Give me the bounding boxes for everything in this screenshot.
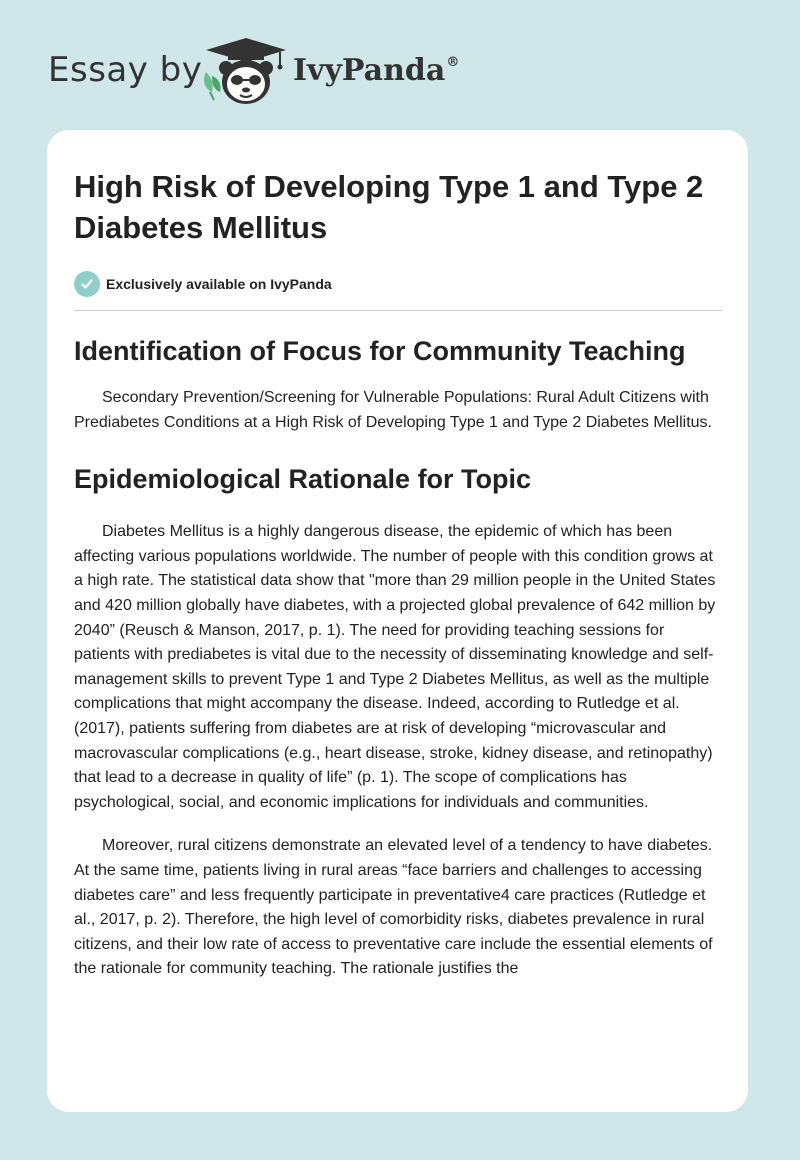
exclusive-badge [74,270,722,298]
paragraph: Diabetes Mellitus is a highly dangerous disease, the epidemic of which has been affecting various populations worldwide. The number of people with this condition grows at a high rate. The statistical data show that "more than 29 million people in the United States and 420 million globally have diabetes, with a projected global prevalence of 642 million by 2040” (Reusch & Manson, 2017, p. 1). The need for providing teaching sessions for patients with prediabetes is vital due to the necessity of disseminating knowledge and self-management skills to prevent Type 1 and Type 2 Diabetes Mellitus, as well as the multiple complications that might accompany the disease. Indeed, according to Rutledge et al. (2017), patients suffering from diabetes are at risk of developing “microvascular and macrovascular complications (e.g., heart disease, stroke, kidney disease, and retinopathy) that lead to a decrease in quality of life” (p. 1). The scope of complications has psychological, social, and economic implications for individuals and communities. [74,523,716,811]
essay-card [47,130,748,1112]
check-icon [74,271,100,297]
section-heading-rationale: Epidemiological Rationale for Topic [74,464,532,495]
ivypanda-logo-icon[interactable] [200,36,292,108]
section-heading-focus: Identification of Focus for Community Teaching [74,336,686,366]
paragraph: Moreover, rural citizens demonstrate an elevated level of a tendency to have diabetes. At the same time, patients living in rural areas “face barriers and challenges to accessing diabetes care” and less frequently participate in preventative4 care practices (Rutledge et al., 2017, p. 2). Therefore, the high level of comorbidity risks, diabetes prevalence in rural citizens, and their low rate of access to preventative care include the essential elements of the rationale for community teaching. The rationale justifies the [74,837,713,978]
ivypanda-wordmark: IvyPanda® [293,53,460,88]
paragraph: Secondary Prevention/Screening for Vulnerable Populations: Rural Adult Citizens with Prediabetes Conditions at a High Risk of Developing Type 1 and Type 2 Diabetes Mellitus. [74,389,712,431]
essay-content [74,166,722,982]
divider [74,310,722,311]
essay-title: High Risk of Developing Type 1 and Type 2 Diabetes Mellitus [74,169,704,245]
exclusive-label: Exclusively available on IvyPanda [106,276,332,292]
site-header [0,0,800,130]
essay-by-label: Essay by [48,50,203,90]
